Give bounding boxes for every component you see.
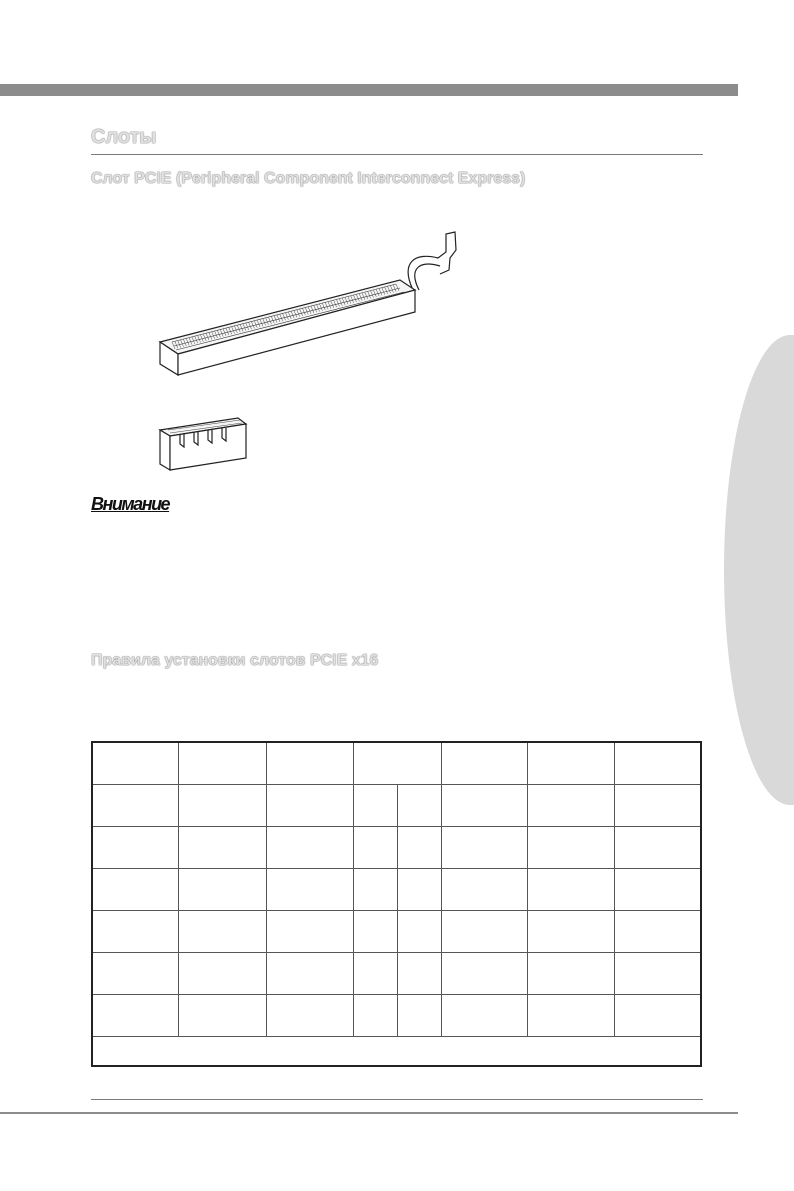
table-cell	[441, 995, 527, 1037]
table-cell	[614, 827, 701, 869]
table-cell	[354, 995, 398, 1037]
table-cell	[179, 827, 266, 869]
table-cell	[614, 785, 701, 827]
table-cell	[398, 995, 441, 1037]
table-cell	[266, 953, 353, 995]
table-cell	[266, 869, 353, 911]
table-header-cell	[528, 742, 614, 785]
table-cell	[354, 827, 398, 869]
table-row	[92, 1037, 701, 1067]
table-cell	[354, 911, 398, 953]
table-cell	[179, 953, 266, 995]
side-tab	[724, 335, 794, 805]
table-cell	[398, 869, 441, 911]
table-cell	[441, 827, 527, 869]
table-cell	[354, 785, 398, 827]
table-row	[92, 827, 701, 869]
table-cell	[354, 953, 398, 995]
notice-heading: Внимание	[91, 494, 170, 514]
table-cell	[354, 869, 398, 911]
table-footnote	[92, 1037, 701, 1067]
table-row	[92, 995, 701, 1037]
table-cell	[179, 995, 266, 1037]
table-cell	[528, 869, 614, 911]
table-row	[92, 785, 701, 827]
table-row	[92, 911, 701, 953]
header-bar	[0, 84, 738, 96]
rules-title: Правила установки слотов PCIE x16	[91, 652, 379, 669]
footer-divider	[91, 1099, 703, 1100]
table-row	[92, 869, 701, 911]
pcie-x16-slot-icon	[150, 222, 470, 382]
table-cell	[398, 911, 441, 953]
table-cell	[398, 827, 441, 869]
table-cell	[266, 827, 353, 869]
table-cell	[179, 785, 266, 827]
table-cell	[398, 785, 441, 827]
table-cell	[441, 911, 527, 953]
table-row	[92, 953, 701, 995]
table-cell	[92, 869, 179, 911]
table-cell	[528, 911, 614, 953]
table-header-cell	[179, 742, 266, 785]
table-cell	[528, 953, 614, 995]
table-cell	[266, 995, 353, 1037]
section-title: Слоты	[91, 126, 157, 148]
title-divider	[91, 154, 703, 155]
table-header-cell	[92, 742, 179, 785]
table-header-cell	[354, 742, 441, 785]
pcie-x1-slot-icon	[150, 410, 260, 475]
table-cell	[528, 827, 614, 869]
table-cell	[528, 995, 614, 1037]
table-cell	[441, 785, 527, 827]
table-cell	[614, 869, 701, 911]
table-row	[92, 742, 701, 785]
subsection-title: Слот PCIE (Peripheral Component Interconnect Express)	[91, 170, 526, 187]
table-header-cell	[441, 742, 527, 785]
table-cell	[614, 953, 701, 995]
pcie-rules-table	[91, 741, 702, 1067]
table-cell	[92, 953, 179, 995]
table-cell	[441, 953, 527, 995]
table-cell	[179, 911, 266, 953]
table-cell	[614, 995, 701, 1037]
table-cell	[528, 785, 614, 827]
table-cell	[398, 953, 441, 995]
table-cell	[266, 911, 353, 953]
table-header-cell	[266, 742, 353, 785]
table-cell	[92, 911, 179, 953]
table-cell	[614, 911, 701, 953]
footer-bar	[0, 1112, 738, 1114]
table-cell	[441, 869, 527, 911]
table-cell	[92, 995, 179, 1037]
table-header-cell	[614, 742, 701, 785]
table-cell	[266, 785, 353, 827]
table-cell	[179, 869, 266, 911]
table-cell	[92, 827, 179, 869]
table-cell	[92, 785, 179, 827]
